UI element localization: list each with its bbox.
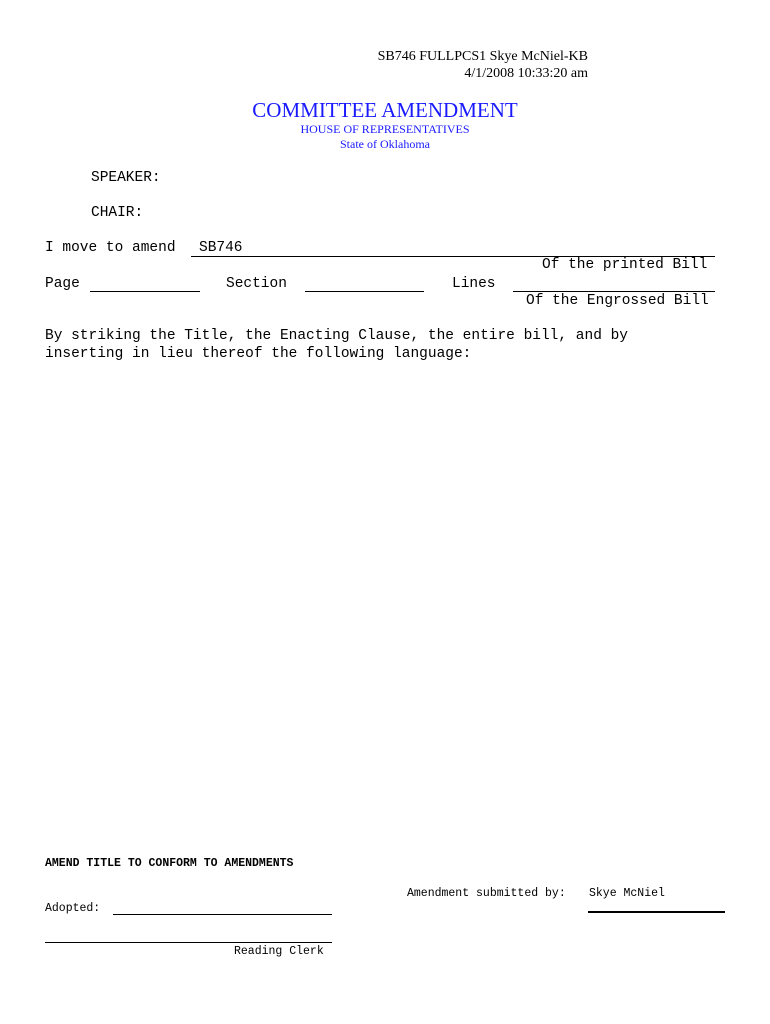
adopted-signature-line bbox=[113, 914, 332, 915]
speaker-label: SPEAKER: bbox=[91, 170, 161, 186]
page-field bbox=[90, 291, 200, 292]
section-field bbox=[305, 291, 424, 292]
printed-bill-label: Of the printed Bill bbox=[542, 257, 708, 273]
amend-title-heading: AMEND TITLE TO CONFORM TO AMENDMENTS bbox=[45, 857, 294, 870]
bill-id-line: SB746 FULLPCS1 Skye McNiel-KB bbox=[377, 49, 588, 64]
reading-clerk-signature-line bbox=[45, 942, 332, 943]
submitted-by-name: Skye McNiel bbox=[589, 887, 665, 900]
bill-value: SB746 bbox=[199, 240, 243, 256]
submitted-by-label: Amendment submitted by: bbox=[407, 887, 566, 900]
body-text-line-1: By striking the Title, the Enacting Clause, the entire bill, and by bbox=[45, 328, 628, 344]
timestamp: 4/1/2008 10:33:20 am bbox=[464, 66, 588, 81]
chair-label: CHAIR: bbox=[91, 205, 144, 221]
document-title: COMMITTEE AMENDMENT bbox=[252, 98, 518, 122]
reading-clerk-label: Reading Clerk bbox=[234, 945, 324, 958]
submitted-by-underline bbox=[588, 911, 725, 913]
lines-label: Lines bbox=[452, 276, 496, 292]
move-to-amend-label: I move to amend bbox=[45, 240, 176, 256]
state-name: State of Oklahoma bbox=[340, 137, 430, 151]
engrossed-bill-label: Of the Engrossed Bill bbox=[526, 293, 709, 309]
adopted-label: Adopted: bbox=[45, 902, 101, 915]
chamber-name: HOUSE OF REPRESENTATIVES bbox=[300, 122, 470, 136]
lines-field bbox=[513, 291, 715, 292]
page-label: Page bbox=[45, 276, 80, 292]
body-text-line-2: inserting in lieu thereof the following language: bbox=[45, 346, 472, 362]
section-label: Section bbox=[226, 276, 287, 292]
